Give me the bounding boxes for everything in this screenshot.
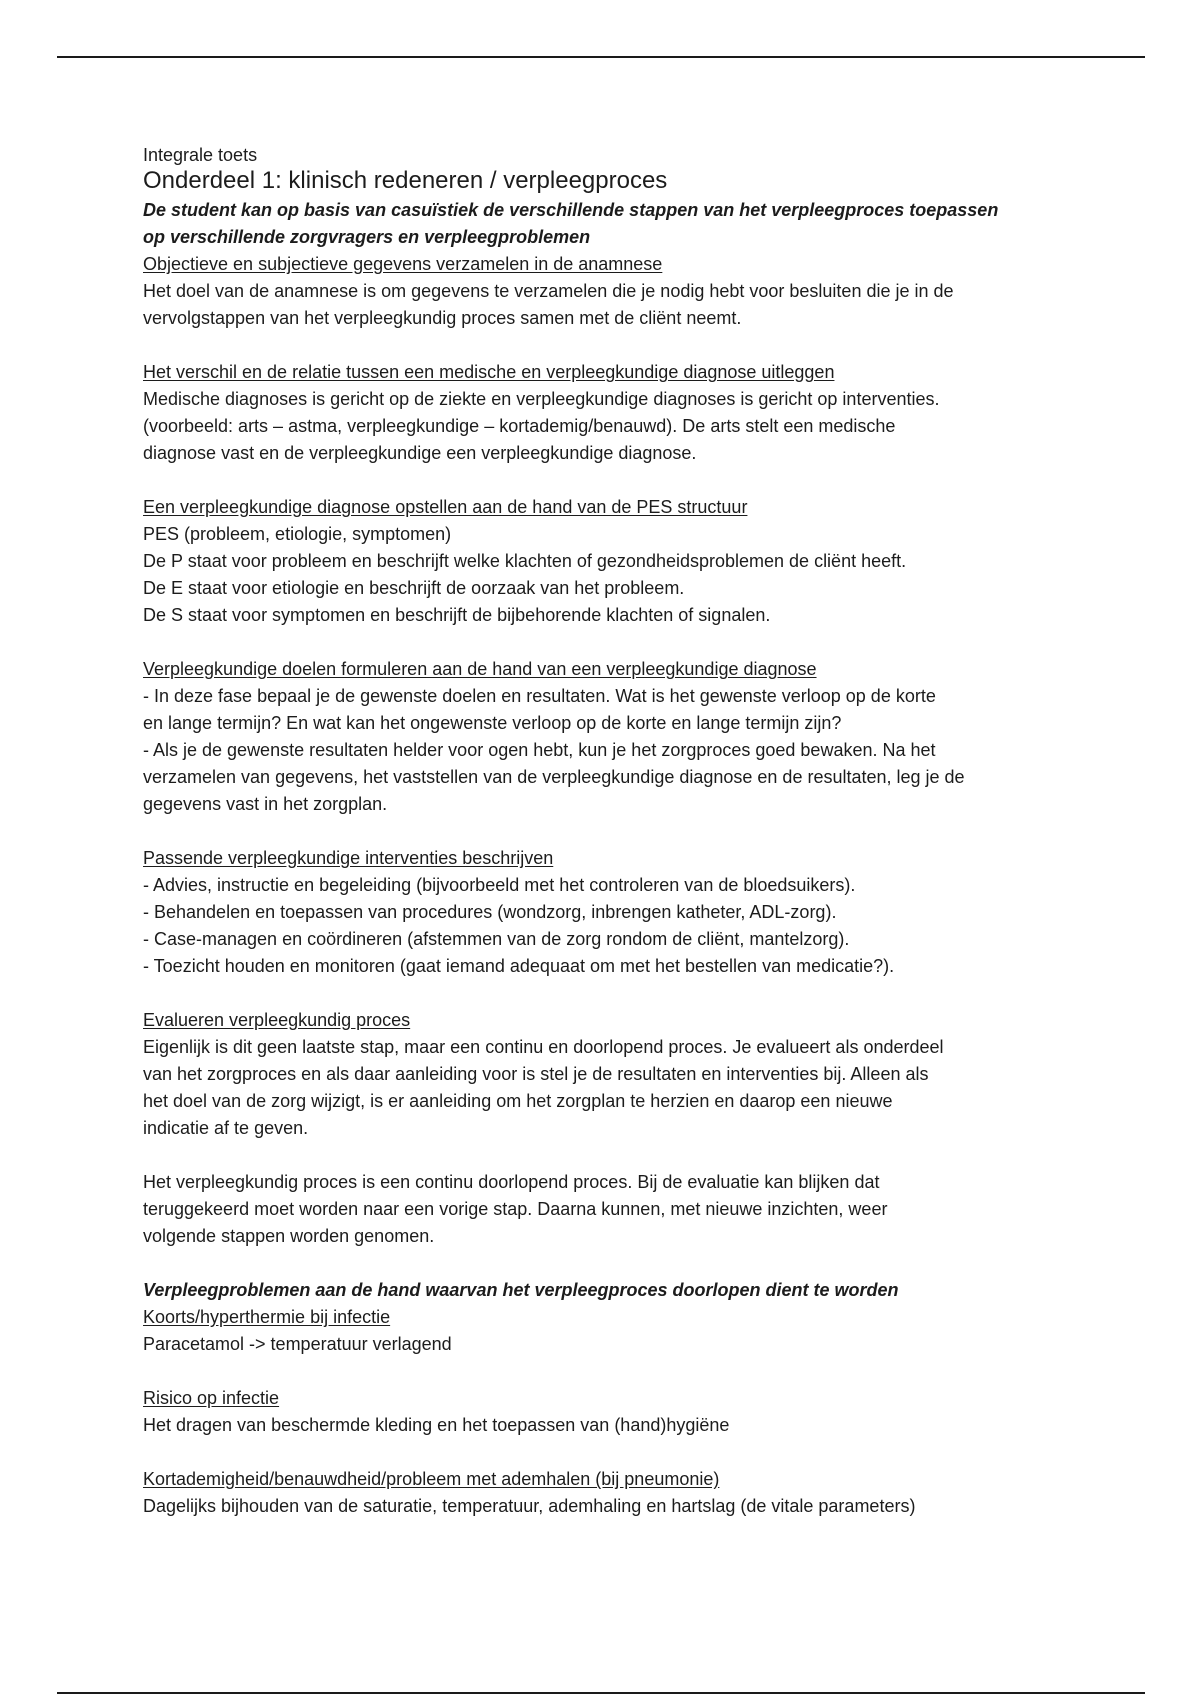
section-heading-evalueren: Evalueren verpleegkundig proces — [143, 1010, 411, 1030]
paragraph-line: Paracetamol -> temperatuur verlagend — [143, 1334, 452, 1354]
section-heading-pes: Een verpleegkundige diagnose opstellen aan de hand van de PES structuur — [143, 497, 748, 517]
paragraph-line: diagnose vast en de verpleegkundige een verpleegkundige diagnose. — [143, 443, 697, 463]
paragraph-line: Dagelijks bijhouden van de saturatie, temperatuur, ademhaling en hartslag (de vitale parameters) — [143, 1496, 916, 1516]
list-item: - Case-managen en coördineren (afstemmen van de zorg rondom de cliënt, mantelzorg). — [143, 929, 850, 949]
paragraph-line: volgende stappen worden genomen. — [143, 1226, 435, 1246]
problem-heading-koorts: Koorts/hyperthermie bij infectie — [143, 1307, 391, 1327]
paragraph-line: Eigenlijk is dit geen laatste stap, maar een continu en doorlopend proces. Je evalueert als onderdeel — [143, 1037, 944, 1057]
paragraph-line: PES (probleem, etiologie, symptomen) — [143, 524, 452, 544]
problem-heading-infectie: Risico op infectie — [143, 1388, 280, 1408]
section-heading-doelen: Verpleegkundige doelen formuleren aan de hand van een verpleegkundige diagnose — [143, 659, 817, 679]
problems-heading: Verpleegproblemen aan de hand waarvan het verpleegproces doorlopen dient te worden — [143, 1280, 899, 1300]
objective-line: De student kan op basis van casuïstiek de verschillende stappen van het verpleegproces toepassen — [143, 200, 999, 220]
paragraph-line: - In deze fase bepaal je de gewenste doelen en resultaten. Wat is het gewenste verloop op de korte — [143, 686, 936, 706]
paragraph-line: teruggekeerd moet worden naar een vorige stap. Daarna kunnen, met nieuwe inzichten, weer — [143, 1199, 888, 1219]
paragraph-line: en lange termijn? En wat kan het ongewenste verloop op de korte en lange termijn zijn? — [143, 713, 842, 733]
paragraph-line: gegevens vast in het zorgplan. — [143, 794, 388, 814]
paragraph-line: - Als je de gewenste resultaten helder voor ogen hebt, kun je het zorgproces goed bewaken. Na het — [143, 740, 936, 760]
paragraph-line: Medische diagnoses is gericht op de ziekte en verpleegkundige diagnoses is gericht op interventies. — [143, 389, 940, 409]
objective-line: op verschillende zorgvragers en verpleegproblemen — [143, 227, 591, 247]
section-heading-diagnose: Het verschil en de relatie tussen een medische en verpleegkundige diagnose uitleggen — [143, 362, 835, 382]
paragraph-line: vervolgstappen van het verpleegkundig proces samen met de cliënt neemt. — [143, 308, 742, 328]
paragraph-line: van het zorgproces en als daar aanleiding voor is stel je de resultaten en interventies bij. Alleen als — [143, 1064, 929, 1084]
paragraph-line: De P staat voor probleem en beschrijft welke klachten of gezondheidsproblemen de cliënt heeft. — [143, 551, 907, 571]
bottom-rule — [57, 1692, 1145, 1694]
paragraph-line: het doel van de zorg wijzigt, is er aanleiding om het zorgplan te herzien en daarop een nieuwe — [143, 1091, 893, 1111]
paragraph-line: De S staat voor symptomen en beschrijft de bijbehorende klachten of signalen. — [143, 605, 771, 625]
section-heading-interventies: Passende verpleegkundige interventies beschrijven — [143, 848, 554, 868]
paragraph-line: (voorbeeld: arts – astma, verpleegkundige – kortademig/benauwd). De arts stelt een medische — [143, 416, 896, 436]
section-heading-anamnese: Objectieve en subjectieve gegevens verzamelen in de anamnese — [143, 254, 663, 274]
paragraph-line: verzamelen van gegevens, het vaststellen van de verpleegkundige diagnose en de resultaten, leg je de — [143, 767, 965, 787]
list-item: - Behandelen en toepassen van procedures (wondzorg, inbrengen katheter, ADL-zorg). — [143, 902, 837, 922]
doc-label: Integrale toets — [143, 145, 258, 165]
list-item: - Toezicht houden en monitoren (gaat iemand adequaat om met het bestellen van medicatie?). — [143, 956, 895, 976]
document-body — [143, 145, 1073, 1520]
paragraph-line: De E staat voor etiologie en beschrijft de oorzaak van het probleem. — [143, 578, 685, 598]
paragraph-line: Het doel van de anamnese is om gegevens te verzamelen die je nodig hebt voor besluiten die je in de — [143, 281, 954, 301]
paragraph-line: indicatie af te geven. — [143, 1118, 309, 1138]
list-item: - Advies, instructie en begeleiding (bijvoorbeeld met het controleren van de bloedsuikers). — [143, 875, 856, 895]
paragraph-line: Het verpleegkundig proces is een continu doorlopend proces. Bij de evaluatie kan blijken dat — [143, 1172, 880, 1192]
top-rule — [57, 56, 1145, 58]
paragraph-line: Het dragen van beschermde kleding en het toepassen van (hand)hygiëne — [143, 1415, 730, 1435]
problem-heading-kortademigheid: Kortademigheid/benauwdheid/probleem met ademhalen (bij pneumonie) — [143, 1469, 720, 1489]
doc-title: Onderdeel 1: klinisch redeneren / verpleegproces — [143, 167, 668, 194]
